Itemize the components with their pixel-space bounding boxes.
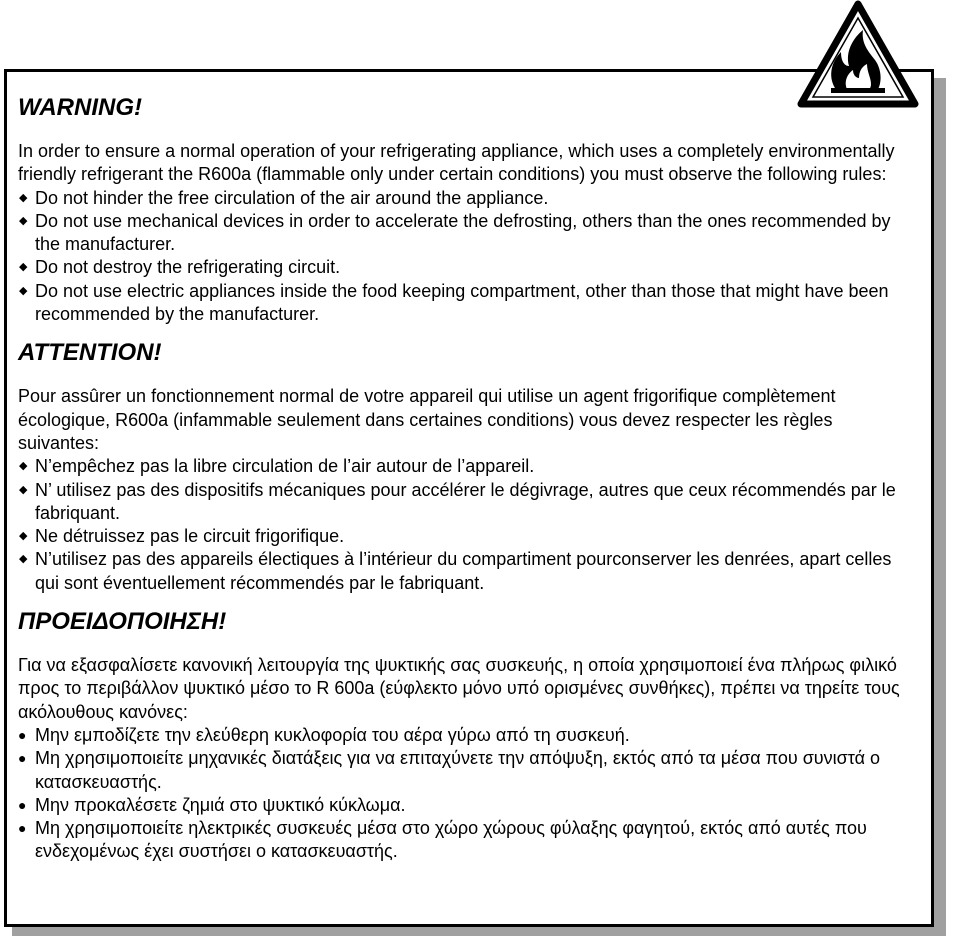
diamond-bullet-icon: ◆ xyxy=(19,284,28,297)
heading-proeidopoiisi: ΠΡΟΕΙΔΟΠΟΙΗΣΗ! xyxy=(18,608,227,636)
diamond-bullet-icon: ◆ xyxy=(19,530,28,543)
list-item: ● Μην προκαλέσετε ζημιά στο ψυκτικό κύκλωμα. xyxy=(18,794,918,817)
diamond-bullet-icon: ◆ xyxy=(19,483,28,496)
diamond-bullet-icon: ◆ xyxy=(19,214,28,227)
diamond-bullet-icon: ◆ xyxy=(19,460,28,473)
list-item: ◆ Do not destroy the refrigerating circuit. xyxy=(18,256,918,279)
round-bullet-icon: ● xyxy=(18,820,27,837)
round-bullet-icon: ● xyxy=(18,796,27,813)
diamond-bullet-icon: ◆ xyxy=(19,261,28,274)
list-item: ● Μη χρησιμοποιείτε ηλεκτρικές συσκευές μέσα στο χώρο χώρους φύλαξης φαγητού, εκτός από αυτές που ενδεχομένως έχει συστήσει ο κατασκευαστής. xyxy=(18,818,867,862)
list-item: ◆ N’ utilisez pas des dispositifs mécaniques pour accélérer le dégivrage, autres que ceux récommendés par le fabriquant. xyxy=(19,479,896,523)
list-item: ● Μην εμποδίζετε την ελεύθερη κυκλοφορία του αέρα γύρω από τη συσκευή. xyxy=(18,724,918,747)
list-item: ◆ Do not use mechanical devices in order to accelerate the defrosting, others than the ones recommended by the manufacturer. xyxy=(19,210,891,255)
diamond-bullet-icon: ◆ xyxy=(19,191,28,204)
round-bullet-icon: ● xyxy=(18,726,27,743)
list-item: ◆ Do not use electric appliances inside the food keeping compartment, other than those that might have been recommended by the manufacturer. xyxy=(19,280,889,325)
document-body xyxy=(18,93,918,864)
list-item: ◆ Ne détruissez pas le circuit frigorifique. xyxy=(18,525,918,548)
rules-list-french xyxy=(18,455,918,595)
intro-greek: Για να εξασφαλίσετε κανονική λειτουργία της ψυκτικής σας συσκευής, η οποία χρησιμοποιεί ένα πλήρως φιλικό προς το περιβάλλον ψυκτικό μέσο το R 600a (εύφλεκτο μόνο υπό ορισμένες συνθήκες), πρέπει να τηρείτε τους ακόλουθους κανόνες: xyxy=(18,655,900,722)
diamond-bullet-icon: ◆ xyxy=(19,553,28,566)
rules-list-greek xyxy=(18,724,918,864)
heading-warning: WARNING! xyxy=(18,94,142,121)
list-item: ● Μη χρησιμοποιείτε μηχανικές διατάξεις για να επιταχύνετε την απόψυξη, εκτός από τα μέσα που συνιστά ο κατασκευαστής. xyxy=(18,748,881,792)
flammable-warning-icon xyxy=(797,0,919,108)
list-item: ◆ N’empêchez pas la libre circulation de l’air autour de l’appareil. xyxy=(18,455,918,478)
rules-list-english xyxy=(18,187,918,327)
heading-attention: ATTENTION! xyxy=(18,339,162,367)
list-item: ◆ Do not hinder the free circulation of the air around the appliance. xyxy=(18,187,918,210)
round-bullet-icon: ● xyxy=(18,750,27,767)
list-item: ◆ N’utilisez pas des appareils électiques à l’intérieur du compartiment pourconserver les denrées, apart celles qui sont éventuellement récommendés par le fabriquant. xyxy=(19,549,892,593)
intro-french: Pour assûrer un fonctionnement normal de votre appareil qui utilise un agent frigorifique complètement écologique, R600a (infammable seulement dans certaines conditions) vous devez respecter les règles suivantes: xyxy=(18,386,836,453)
intro-english: In order to ensure a normal operation of your refrigerating appliance, which uses a completely environmentally friendly refrigerant the R600a (flammable only under certain conditions) you must observe the following rules: xyxy=(18,141,895,185)
